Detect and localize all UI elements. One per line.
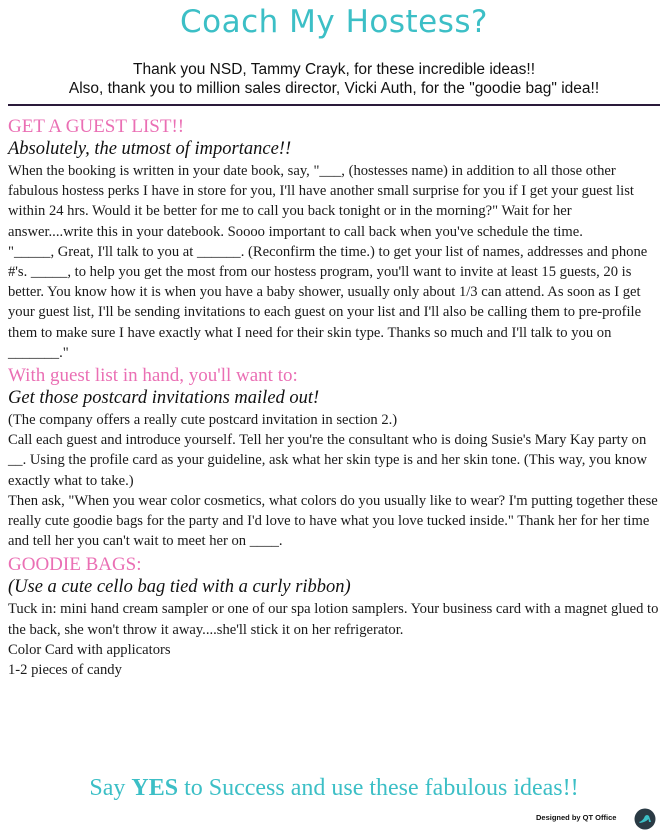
section-body-goodie-bags	[8, 599, 660, 680]
thanks-line-2: Also, thank you to million sales director, Vicki Auth, for the "goodie bag" idea!!	[68, 80, 600, 97]
section-heading-guest-list: GET A GUEST LIST!!	[8, 116, 185, 137]
section-body-postcards	[8, 410, 660, 551]
section-body-guest-list	[8, 161, 660, 363]
paragraph: "_____, Great, I'll talk to you at ______. (Reconfirm the time.) to get your list of names, addresses and phone #'s. _____, to help you get the most from our hostess program, you'll want to invite at least 15 guests, 20 is better. You know how it is when you have a baby shower, usually only about 1/3 can attend. As soon as I get your guest list, I'll be sending invitations to each guest on your list and I'll also be calling them to pre-profile them to make sure I have exactly what I need for their skin type. Thanks so much and I'll talk to you on _______."	[8, 243, 648, 361]
paragraph: Then ask, "When you wear color cosmetics, what colors do you usually like to wear? I'm putting together these really cute goodie bags for the party and I'd love to have what you love tucked inside." Thank her for her time and tell her you can't wait to meet her on ____.	[8, 492, 658, 550]
high-heel-logo-icon	[634, 808, 656, 830]
thanks-block	[0, 60, 668, 98]
slogan-text: to Success and use these fabulous ideas!!	[178, 775, 579, 801]
thanks-line-1: Thank you NSD, Tammy Crayk, for these incredible ideas!!	[132, 61, 536, 78]
slogan-emphasis: YES	[131, 775, 179, 801]
paragraph: (The company offers a really cute postcard invitation in section 2.)	[8, 412, 398, 429]
section-heading-goodie-bags: GOODIE BAGS:	[8, 554, 142, 576]
paragraph: 1-2 pieces of candy	[8, 662, 122, 679]
footer-slogan	[0, 775, 668, 802]
slogan-text: Say	[89, 775, 132, 801]
page-title: Coach My Hostess?	[179, 4, 488, 40]
paragraph: Color Card with applicators	[8, 641, 171, 658]
section-subheading-postcards: Get those postcard invitations mailed out!	[8, 388, 320, 409]
paragraph: Tuck in: mini hand cream sampler or one of our spa lotion samplers. Your business card with a magnet glued to the back, she won't throw it away....she'll stick it on her refrigerator.	[8, 601, 659, 638]
paragraph: When the booking is written in your date book, say, "___, (hostesses name) in addition to all those other fabulous hostess perks I have in store for you, I'll have another small surprise for you if I get your guest list within 24 hrs. Would it be better for me to call you back tonight or in the morning?" Wait for her answer....write this in your datebook. Soooo important to call back when you've schedule the time.	[8, 163, 634, 240]
designer-credit: Designed by QT Office	[536, 813, 617, 822]
paragraph: Call each guest and introduce yourself. Tell her you're the consultant who is doing Susie's Mary Kay party on __. Using the profile card as your guideline, ask what her skin type is and her skin tone. (This way, you know exactly what to take.)	[8, 432, 648, 489]
main-content	[8, 116, 660, 680]
divider	[8, 104, 660, 106]
section-heading-guest-list-in-hand: With guest list in hand, you'll want to:	[8, 365, 298, 387]
section-subheading-cello-bag: (Use a cute cello bag tied with a curly ribbon)	[8, 577, 351, 598]
section-subheading-importance: Absolutely, the utmost of importance!!	[8, 139, 292, 159]
